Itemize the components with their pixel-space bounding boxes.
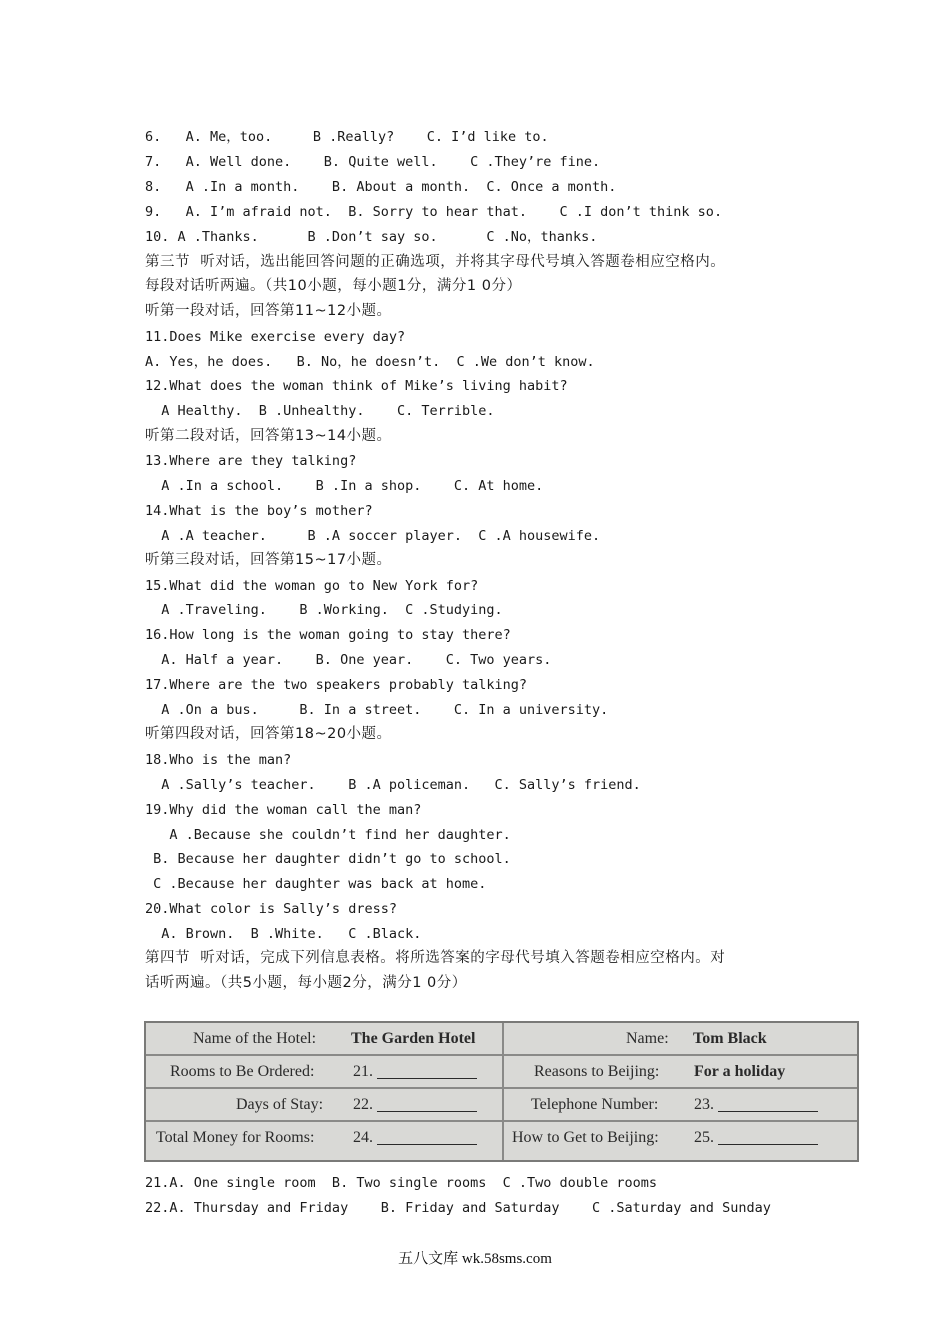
rooms-blank-21: 21. (353, 1056, 477, 1087)
question-11: 11.Does Mike exercise every day? (145, 329, 406, 345)
dialogue-2-heading: 听第二段对话，回答第13~14小题。 (145, 428, 392, 444)
question-12: 12.What does the woman think of Mike’s living habit? (145, 378, 568, 394)
question-6: 6. A. Me，too. B .Really? C. I’d like to. (145, 129, 549, 145)
table-row (146, 1089, 857, 1122)
question-12-options: A Healthy. B .Unhealthy. C. Terrible. (145, 403, 495, 419)
section-3-heading: 第三节 听对话，选出能回答问题的正确选项，并将其字母代号填入答题卷相应空格内。 (145, 254, 726, 270)
question-20: 20.What color is Sally’s dress? (145, 901, 397, 917)
money-blank-24: 24. (353, 1122, 477, 1153)
table-row (146, 1056, 857, 1089)
question-21-options: 21.A. One single room B. Two single rooms C .Two double rooms (145, 1175, 658, 1191)
question-9: 9. A. I’m afraid not. B. Sorry to hear that. C .I don’t think so. (145, 204, 723, 220)
question-10: 10. A .Thanks. B .Don’t say so. C .No，thanks. (145, 229, 598, 245)
question-14-options: A .A teacher. B .A soccer player. C .A housewife. (145, 528, 601, 544)
how-to-get-label: How to Get to Beijing: (512, 1129, 659, 1146)
guest-name-label: Name: (626, 1030, 669, 1047)
telephone-label: Telephone Number: (531, 1096, 659, 1113)
question-8: 8. A .In a month. B. About a month. C. Once a month. (145, 179, 617, 195)
question-17-options: A .On a bus. B. In a street. C. In a university. (145, 702, 609, 718)
total-money-label: Total Money for Rooms: (156, 1129, 315, 1146)
question-16-options: A. Half a year. B. One year. C. Two years. (145, 652, 552, 668)
question-15: 15.What did the woman go to New York for? (145, 578, 479, 594)
days-label: Days of Stay: (236, 1096, 324, 1113)
reasons-label: Reasons to Beijing: (534, 1063, 660, 1080)
dialogue-3-heading: 听第三段对话，回答第15~17小题。 (145, 552, 392, 568)
hotel-name-label: Name of the Hotel: (193, 1030, 317, 1047)
question-19-option-a: A .Because she couldn’t find her daughter. (145, 827, 511, 843)
question-11-options: A. Yes，he does. B. No，he doesn’t. C .We don’t know. (145, 354, 595, 370)
question-16: 16.How long is the woman going to stay there? (145, 627, 511, 643)
question-18-options: A .Sally’s teacher. B .A policeman. C. Sally’s friend. (145, 777, 641, 793)
dialogue-4-heading: 听第四段对话，回答第18~20小题。 (145, 726, 392, 742)
question-7: 7. A. Well done. B. Quite well. C .They’re fine. (145, 154, 601, 170)
days-blank-22: 22. (353, 1089, 477, 1120)
question-15-options: A .Traveling. B .Working. C .Studying. (145, 602, 503, 618)
question-17: 17.Where are the two speakers probably talking? (145, 677, 528, 693)
question-14: 14.What is the boy’s mother? (145, 503, 373, 519)
question-13: 13.Where are they talking? (145, 453, 357, 469)
question-19: 19.Why did the woman call the man? (145, 802, 422, 818)
question-19-option-c: C .Because her daughter was back at home. (145, 876, 487, 892)
footer-watermark: 五八文库 wk.58sms.com (398, 1251, 552, 1267)
section-4-heading: 第四节 听对话，完成下列信息表格。将所选答案的字母代号填入答题卷相应空格内。对 (145, 950, 726, 966)
question-19-option-b: B. Because her daughter didn’t go to school. (145, 851, 511, 867)
question-18: 18.Who is the man? (145, 752, 292, 768)
table-row (146, 1122, 857, 1155)
telephone-blank-23: 23. (694, 1089, 818, 1120)
hotel-name-value: The Garden Hotel (351, 1030, 476, 1047)
section-3-instructions: 每段对话听两遍。（共10小题，每小题1分，满分1 0分） (145, 278, 522, 294)
question-22-options: 22.A. Thursday and Friday B. Friday and Saturday C .Saturday and Sunday (145, 1200, 771, 1216)
hotel-info-table (144, 1021, 859, 1162)
question-20-options: A. Brown. B .White. C .Black. (145, 926, 422, 942)
section-4-instructions: 话听两遍。（共5小题，每小题2分，满分1 0分） (145, 975, 467, 991)
dialogue-1-heading: 听第一段对话，回答第11~12小题。 (145, 303, 392, 319)
transport-blank-25: 25. (694, 1122, 818, 1153)
table-row (146, 1023, 857, 1056)
guest-name-value: Tom Black (693, 1030, 767, 1047)
reasons-value: For a holiday (694, 1063, 786, 1080)
rooms-label: Rooms to Be Ordered: (170, 1063, 315, 1080)
question-13-options: A .In a school. B .In a shop. C. At home. (145, 478, 544, 494)
